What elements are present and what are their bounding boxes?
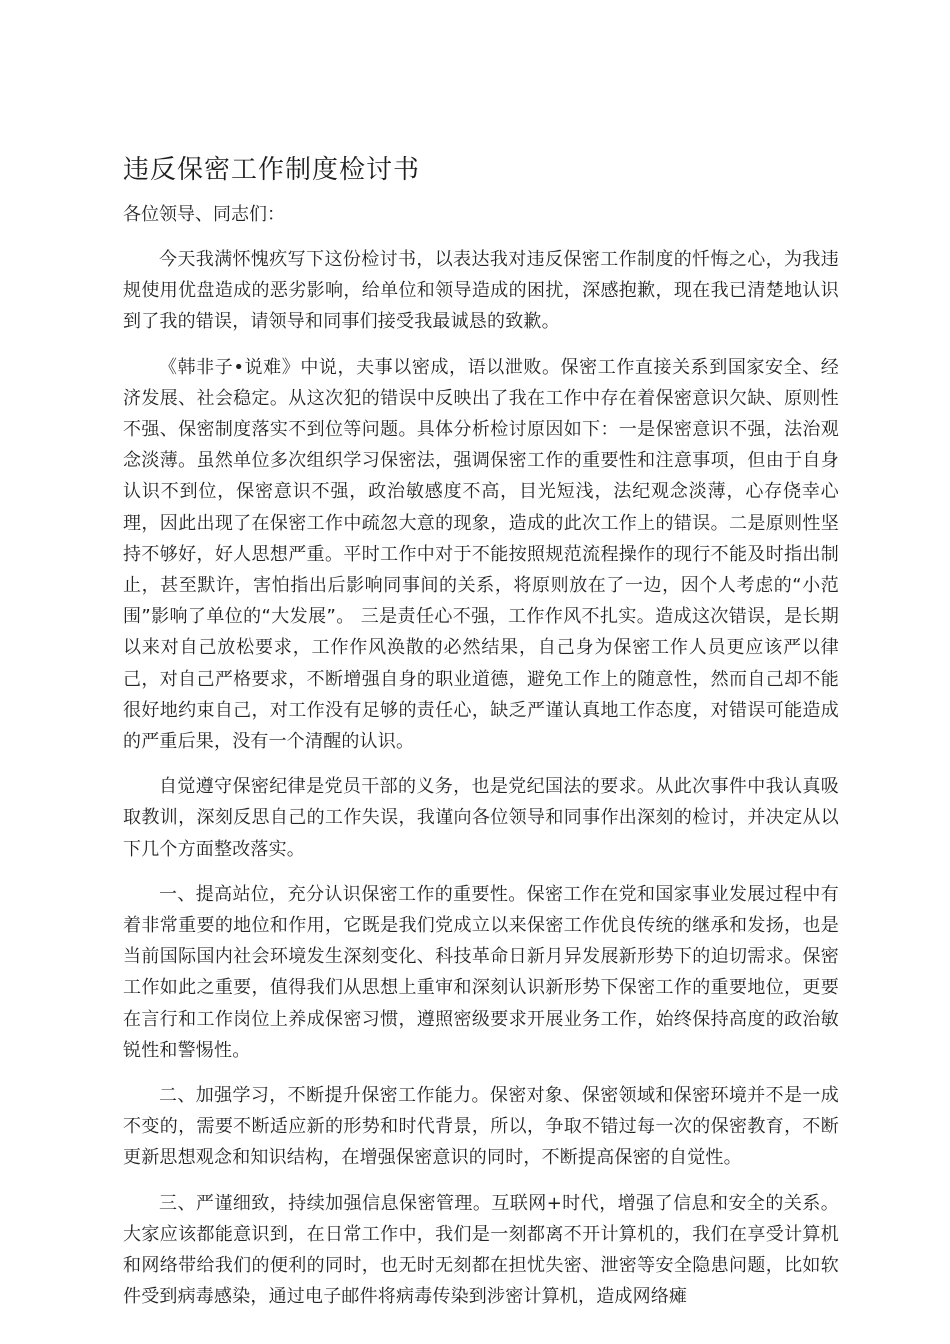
paragraph-5: 二、加强学习，不断提升保密工作能力。保密对象、保密领域和保密环境并不是一成不变的，需要不断适应新的形势和时代背景，所以，争取不错过每一次的保密教育，不断更新思想观念和知识结构，在增强保密意识的同时，不断提高保密的自觉性。: [123, 1085, 839, 1169]
document-page: [123, 150, 839, 1327]
paragraph-3: 自觉遵守保密纪律是党员干部的义务，也是党纪国法的要求。从此次事件中我认真吸取教训，深刻反思自己的工作失误，我谨向各位领导和同事作出深刻的检讨，并决定从以下几个方面整改落实。: [123, 776, 839, 860]
paragraph-2: 《韩非子•说难》中说，夫事以密成，语以泄败。保密工作直接关系到国家安全、经济发展、社会稳定。从这次犯的错误中反映出了我在工作中存在着保密意识欠缺、原则性不强、保密制度落实不到位等问题。具体分析检讨原因如下：一是保密意识不强，法治观念淡薄。虽然单位多次组织学习保密法，强调保密工作的重要性和注意事项，但由于自身认识不到位，保密意识不强，政治敏感度不高，目光短浅，法纪观念淡薄，心存侥幸心理，因此出现了在保密工作中疏忽大意的现象，造成的此次工作上的错误。二是原则性坚持不够好，好人思想严重。平时工作中对于不能按照规范流程操作的现行不能及时指出制止，甚至默许，害怕指出后影响同事间的关系，将原则放在了一边，因个人考虑的“小范围”影响了单位的“大发展”。 三是责任心不强，工作作风不扎实。造成这次错误，是长期以来对自己放松要求，工作作风涣散的必然结果，自己身为保密工作人员更应该严以律己，对自己严格要求，不断增强自身的职业道德，避免工作上的随意性，然而自己却不能很好地约束自己，对工作没有足够的责任心，缺乏严谨认真地工作态度，对错误可能造成的严重后果，没有一个清醒的认识。: [123, 356, 839, 753]
document-title: 违反保密工作制度检讨书: [123, 155, 421, 185]
paragraph-4: 一、提高站位，充分认识保密工作的重要性。保密工作在党和国家事业发展过程中有着非常重要的地位和作用，它既是我们党成立以来保密工作优良传统的继承和发扬，也是当前国际国内社会环境发生深刻变化、科技革命日新月异发展新形势下的迫切需求。保密工作如此之重要，值得我们从思想上重审和深刻认识新形势下保密工作的重要地位，更要在言行和工作岗位上养成保密习惯，遵照密级要求开展业务工作，始终保持高度的政治敏锐性和警惕性。: [123, 883, 839, 1061]
greeting: 各位领导、同志们：: [123, 204, 285, 225]
paragraph-6: 三、严谨细致，持续加强信息保密管理。互联网+时代，增强了信息和安全的关系。大家应该都能意识到，在日常工作中，我们是一刻都离不开计算机的，我们在享受计算机和网络带给我们的便利的同时，也无时无刻都在担忧失密、泄密等安全隐患问题，比如软件受到病毒感染，通过电子邮件将病毒传染到涉密计算机，造成网络瘫: [123, 1192, 839, 1308]
paragraph-1: 今天我满怀愧疚写下这份检讨书，以表达我对违反保密工作制度的忏悔之心，为我违规使用优盘造成的恶劣影响，给单位和领导造成的困扰，深感抱歉，现在我已清楚地认识到了我的错误，请领导和同事们接受我最诚恳的致歉。: [123, 249, 839, 333]
